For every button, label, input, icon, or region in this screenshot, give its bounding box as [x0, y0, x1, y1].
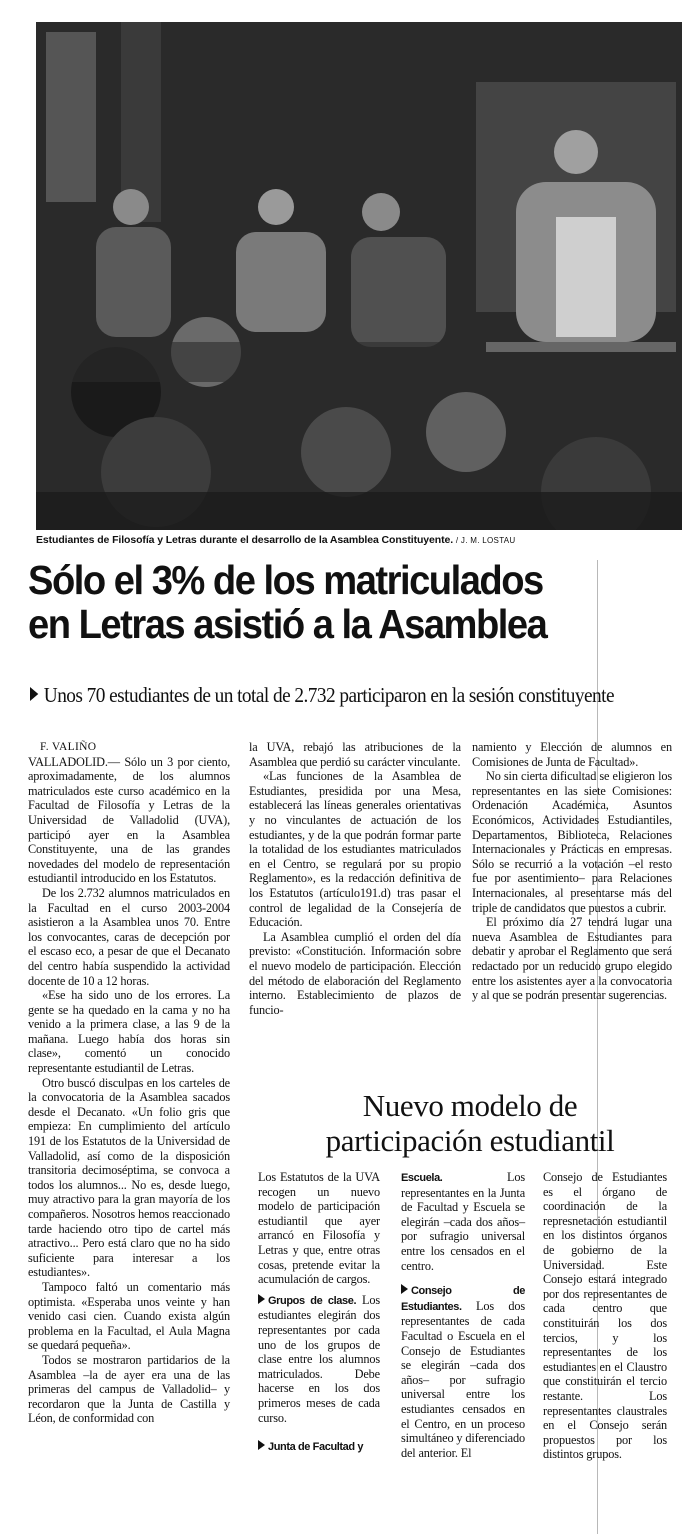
paragraph: Tampoco faltó un comentario más optimista. «Esperaba unos veinte y han venido casi cien. Cuando exista algún problema en la Facultad, el Aula Magna se quedará pequeña». — [28, 1279, 230, 1353]
tag-escuela: Escuela. — [401, 1172, 443, 1184]
paragraph-consejo — [401, 1283, 525, 1460]
paragraph-escuela — [401, 1170, 525, 1273]
box-column-2 — [401, 1170, 525, 1460]
tag-junta: Junta de Facultad y — [268, 1441, 364, 1454]
grupos-text: Los estudiantes elegirán dos representantes por cada uno de los grupos de clase entre los alumnos matriculados. Debe hacerse en los dos primeros meses de cada curso. — [258, 1292, 380, 1425]
box-title-line-2: participación estudiantil — [325, 1123, 615, 1158]
paragraph: la UVA, rebajó las atribuciones de la Asamblea que perdió su carácter vinculante. — [249, 740, 461, 769]
box-title-line-1: Nuevo modelo de — [362, 1088, 578, 1123]
escuela-text: Los representantes en la Junta de Facultad y Escuela se elegirán –cada dos años– por sufragio universal entre los censados en el centro. — [401, 1170, 525, 1273]
paragraph: Consejo de Estudiantes es el órgano de coordinación de la represnetación estudiantil en los distintos órganos de gobierno de la Universidad. Este Consejo estará integrado por dos representantes de cada centro que constituirán los dos tercios, y los representantes de los estudiantes en el Claustro que constituirán el tercio restante. Los representantes claustrales en el Consejo serán propuestos por los distintos grupos. — [543, 1170, 667, 1462]
article-column-1 — [28, 740, 230, 1426]
article-photo — [36, 22, 682, 530]
bullet-triangle-icon — [30, 687, 38, 701]
subhead-text: Unos 70 estudiantes de un total de 2.732 participaron en la sesión constituyente — [43, 683, 614, 707]
tag-grupos: Grupos de clase. — [268, 1294, 357, 1307]
photo-caption — [36, 534, 682, 546]
paragraph: «Ese ha sido uno de los errores. La gente se ha quedado en la cama y no ha venido a la primera clase, a las 9 de la mañana. Luego había dos horas sin clase», comentó un conocido representante estudiantil de Letras. — [28, 988, 230, 1076]
paragraph: De los 2.732 alumnos matriculados en la Facultad en el curso 2003-2004 asistieron a la Asamblea unos 70. Entre los convocantes, caras de decepción por el escaso eco, a pesar de que el Decanato del centro había suspendido la actividad docente de 10 a 12 horas. — [28, 885, 230, 988]
paragraph-grupos — [258, 1293, 380, 1425]
box-title — [250, 1088, 690, 1158]
headline — [28, 558, 642, 646]
caption-text: Estudiantes de Filosofía y Letras durante el desarrollo de la Asamblea Constituyente. — [36, 534, 454, 546]
paragraph-junta — [258, 1439, 380, 1455]
paragraph: No sin cierta dificultad se eligieron los representantes en las siete Comisiones: Ordenación Académica, Asuntos Económicos, Actividades Estudiantiles, Departamentos, Biblioteca, Relaciones Internacionales y Prácticas en empresas. Sólo se recurrió a la votación –el resto fue por asentimiento– para Relaciones Internacionales, al presentarse más del triple de candidatos que puestos a cubrir. — [472, 769, 672, 915]
box-column-1 — [258, 1170, 380, 1455]
tag-consejo: Consejo de Estudiantes. — [401, 1285, 525, 1313]
assembly-photo-illustration — [36, 22, 682, 530]
paragraph: Todos se mostraron partidarios de la Asamblea –la de ayer era una de las primeras del campus de Valladolid– y recordaron que la Junta de Castilla y Léon, de conformidad con — [28, 1352, 230, 1426]
headline-line-1: Sólo el 3% de los matriculados — [28, 557, 543, 603]
paragraph: La Asamblea cumplió el orden del día previsto: «Constitución. Información sobre el nuevo modelo de participación. Elección del método de elaboración del Reglamento interno. Establecimiento de plazos de funcio- — [249, 929, 461, 1017]
paragraph: «Las funciones de la Asamblea de Estudiantes, presidida por una Mesa, establecerá las líneas generales orientativas y no vinculantes de actuación de los estudiantes, y de la que podrán formar parte la totalidad de los estudiantes matriculados en el Centro, se regulará por su propio Reglamento», es la redacción definitiva de los Estatutos (artículo191.d) tras pasar el control de legalidad de la Consejería de Educación. — [249, 769, 461, 930]
byline: F. VALIÑO — [40, 741, 97, 753]
article-column-3 — [472, 740, 672, 1003]
photo-credit: / J. M. LOSTAU — [455, 536, 516, 545]
box-column-3 — [543, 1170, 667, 1462]
bullet-triangle-icon — [258, 1294, 265, 1304]
article-column-2 — [249, 740, 461, 1017]
subhead — [30, 683, 646, 708]
headline-line-2: en Letras asistió a la Asamblea — [28, 601, 547, 647]
paragraph: namiento y Elección de alumnos en Comisiones de Junta de Facultad». — [472, 740, 672, 769]
bullet-triangle-icon — [258, 1440, 265, 1450]
paragraph: Otro buscó disculpas en los carteles de la convocatoria de la Asamblea sacados desde el Decanato. «Un folio gris que empieza: En cumplimiento del artículo 191 de los Estatutos de la Universidad de Valladolid, así como de la disposición transitoria decimoséptima, se convoca a todos los alumnos... No es, desde luego, muy atractivo para la gran mayoría de los compañeros. Nosotros hemos reaccionado tarde haciendo otro tipo de cartel más atractivo... Pero está claro que no ha sido suficiente para interesar a los estudiantes». — [28, 1075, 230, 1280]
fold-line — [597, 560, 598, 1534]
paragraph: VALLADOLID.— Sólo un 3 por ciento, aproximadamente, de los alumnos matriculados este curso académico en la Facultad de Filosofía y Letras de la Universidad de Valladolid (UVA), participó ayer en la Asamblea Constituyente, una de las grandes novedades del modelo de representación estudiantil introducido en los Estatutos. — [28, 754, 230, 886]
paragraph: Los Estatutos de la UVA recogen un nuevo modelo de participación estudiantil que ayer arrancó en Filosofía y Letras y que, entre otras cosas, pretende evitar la acumulación de cargos. — [258, 1170, 380, 1287]
bullet-triangle-icon — [401, 1284, 408, 1294]
consejo-text: Los dos representantes de cada Facultad o Escuela en el Consejo de Estudiantes se elegirán –cada dos años– por sufragio universal entre los estudiantes censados en el Centro, en un proceso simultáneo y diferenciado del anterior. El — [401, 1298, 525, 1460]
paragraph: El próximo día 27 tendrá lugar una nueva Asamblea de Estudiantes para debatir y aprobar el Reglamento que será redactado por un reducido grupo elegido entre los asistentes ayer a la convocatoria y al que se podrán presentar sugerencias. — [472, 915, 672, 1003]
